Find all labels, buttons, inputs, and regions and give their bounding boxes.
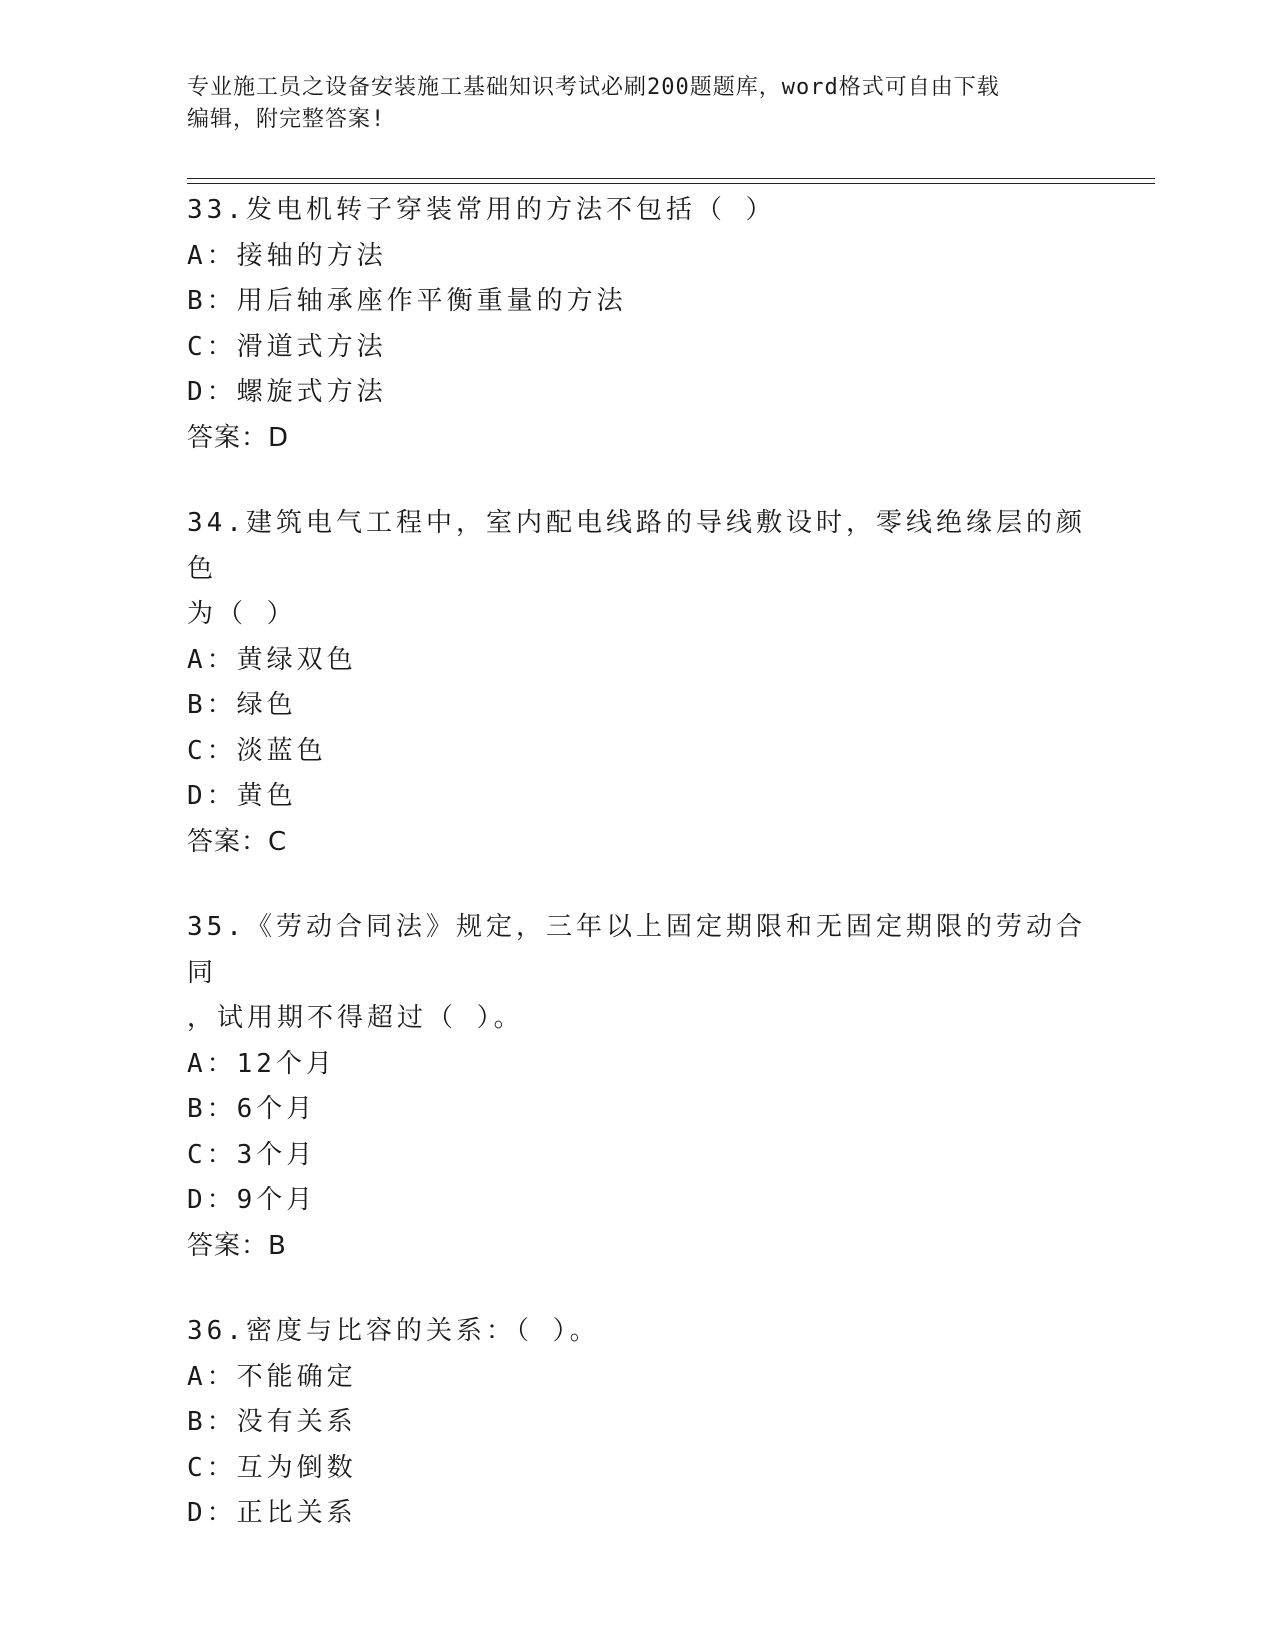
- option-a: A：接轴的方法: [187, 240, 387, 271]
- question-list: [187, 188, 1087, 1577]
- question-stem: 33.发电机转子穿装常用的方法不包括（ ）: [187, 195, 776, 225]
- option-b: B：6个月: [187, 1094, 317, 1124]
- document-header: [187, 72, 1067, 136]
- option-b: B：绿色: [187, 690, 297, 720]
- question-stem-continued: 为（ ）: [187, 599, 297, 629]
- question-35: [187, 905, 1087, 1269]
- option-b: B：用后轴承座作平衡重量的方法: [187, 286, 627, 316]
- option-d: D：黄色: [187, 781, 297, 811]
- question-stem: 35.《劳动合同法》规定，三年以上固定期限和无固定期限的劳动合同: [187, 912, 1086, 988]
- header-line-1: 专业施工员之设备安装施工基础知识考试必刷200题题库，word格式可自由下载: [187, 75, 1000, 100]
- option-a: A：12个月: [187, 1048, 336, 1079]
- question-stem: 36.密度与比容的关系：（ ）。: [187, 1316, 600, 1346]
- option-d: D：正比关系: [187, 1498, 357, 1528]
- option-d: D：9个月: [187, 1185, 317, 1215]
- question-33: [187, 188, 1087, 461]
- header-line-2: 编辑，附完整答案!: [187, 107, 386, 132]
- question-36: [187, 1309, 1087, 1537]
- header-divider-top: [187, 178, 1155, 179]
- question-34: [187, 501, 1087, 865]
- answer: 答案：C: [187, 826, 288, 857]
- header-divider-bottom: [187, 183, 1155, 184]
- question-stem: 34.建筑电气工程中，室内配电线路的导线敷设时，零线绝缘层的颜色: [187, 508, 1086, 584]
- option-c: C：滑道式方法: [187, 331, 387, 362]
- option-a: A：黄绿双色: [187, 644, 357, 675]
- option-c: C：3个月: [187, 1139, 317, 1170]
- question-stem-continued: ，试用期不得超过（ ）。: [187, 1003, 524, 1033]
- option-c: C：淡蓝色: [187, 735, 327, 766]
- answer: 答案：B: [187, 1230, 287, 1261]
- answer: 答案：D: [187, 422, 290, 453]
- option-a: A：不能确定: [187, 1361, 357, 1392]
- option-d: D：螺旋式方法: [187, 377, 387, 407]
- option-c: C：互为倒数: [187, 1452, 357, 1483]
- option-b: B：没有关系: [187, 1407, 357, 1437]
